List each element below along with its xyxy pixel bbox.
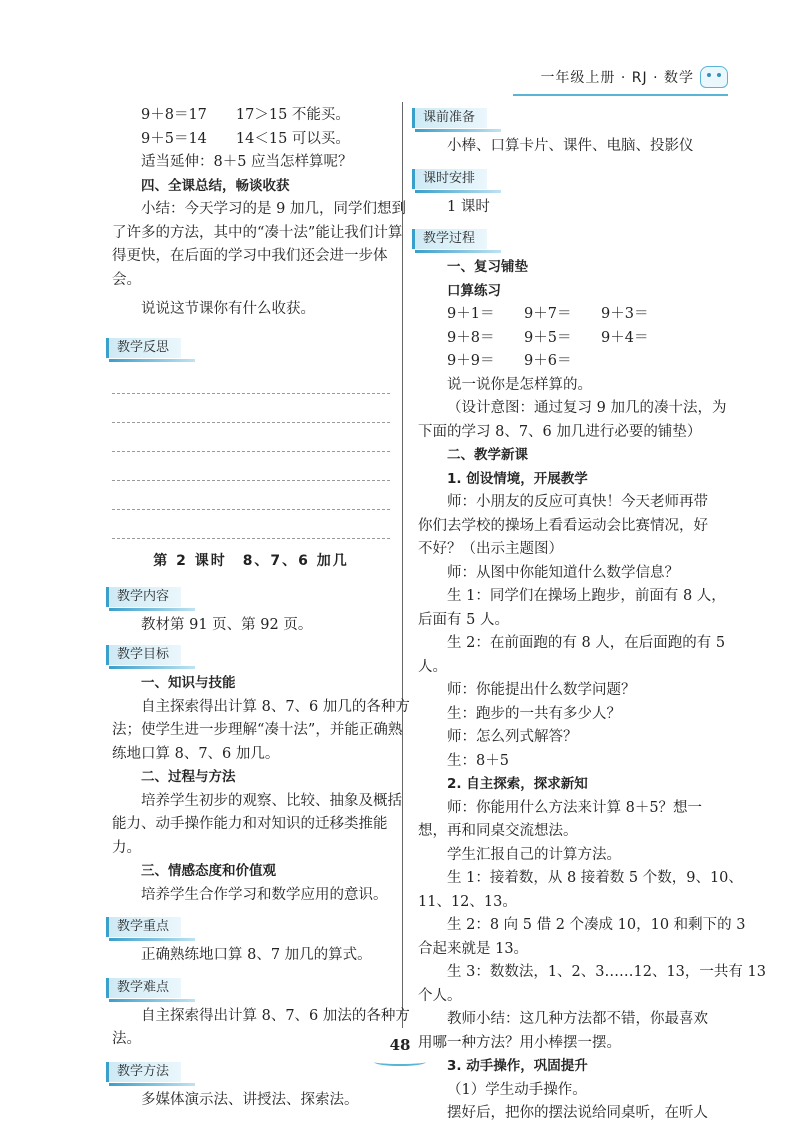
text-line: 培养学生合作学习和数学应用的意识。 xyxy=(141,886,388,903)
lesson-title: 第 2 课时 8、7、6 加几 xyxy=(153,552,349,569)
text-line: 师：怎么列式解答？ xyxy=(447,729,578,745)
oral-row: 9＋9＝ 9＋6＝ xyxy=(447,353,572,369)
section-heading: 四、全课总结，畅谈收获 xyxy=(141,177,290,194)
text-line: 后面有 5 人。 xyxy=(418,611,509,628)
page-header xyxy=(540,66,728,88)
section-tag-content: 教学内容 xyxy=(106,587,181,607)
section-heading: 一、复习铺垫 xyxy=(447,259,528,275)
text-line: 练地口算 8、7、6 加几。 xyxy=(112,745,280,762)
text-line: 生 2：在前面跑的有 8 人，在后面跑的有 5 xyxy=(447,635,726,651)
text-line: 自主探索得出计算 8、7、6 加几的各种方 xyxy=(141,698,410,715)
text-line: 自主探索得出计算 8、7、6 加法的各种方 xyxy=(141,1007,410,1024)
text-line: 说说这节课你有什么收获。 xyxy=(141,301,315,317)
header-text: 一年级上册 · RJ · 数学 xyxy=(540,70,694,86)
text-line: 个人。 xyxy=(418,987,462,1004)
right-column xyxy=(418,104,766,1126)
text-line: 人。 xyxy=(418,658,447,675)
text-line: 下面的学习 8、7、6 加几进行必要的铺垫） xyxy=(418,423,702,440)
mascot-icon xyxy=(700,66,728,88)
column-divider xyxy=(402,102,403,1028)
section-heading: 1. 创设情境，开展教学 xyxy=(447,470,588,487)
text-line: 9＋5＝14 14＜15 可以买。 xyxy=(141,130,350,147)
text-line: 生 2：8 向 5 借 2 个凑成 10，10 和剩下的 3 xyxy=(447,917,746,933)
section-tag-goals: 教学目标 xyxy=(106,645,181,665)
text-line: 学生汇报自己的计算方法。 xyxy=(447,846,621,863)
section-heading: 二、过程与方法 xyxy=(141,769,236,785)
oral-row: 9＋8＝ 9＋5＝ 9＋4＝ xyxy=(447,329,649,346)
text-line: 多媒体演示法、讲授法、探索法。 xyxy=(141,1091,359,1108)
section-heading: 2. 自主探索，探求新知 xyxy=(447,776,588,792)
text-line: 教师小结：这几种方法都不错，你最喜欢 xyxy=(447,1011,708,1027)
text-line: 小棒、口算卡片、课件、电脑、投影仪 xyxy=(447,138,694,154)
section-heading: 口算练习 xyxy=(447,282,501,299)
reflection-lines xyxy=(112,365,390,539)
section-tag-preparation: 课前准备 xyxy=(412,108,487,128)
section-tag-reflection: 教学反思 xyxy=(106,338,181,358)
text-line: 能力、动手操作能力和对知识的迁移类推能 xyxy=(112,816,388,832)
text-line: 摆好后，把你的摆法说给同桌听，在听人 xyxy=(447,1105,708,1121)
page-number-ornament xyxy=(374,1058,426,1066)
text-line: 法。 xyxy=(112,1031,141,1047)
section-tag-key-points: 教学重点 xyxy=(106,917,181,937)
text-line: 培养学生初步的观察、比较、抽象及概括 xyxy=(141,792,402,809)
section-heading: 一、知识与技能 xyxy=(141,675,236,691)
text-line: 小结：今天学习的是 9 加几，同学们想到 xyxy=(141,201,406,217)
text-line: 法；使学生进一步理解“凑十法”，并能正确熟 xyxy=(112,722,403,738)
text-line: 师：从图中你能知道什么数学信息？ xyxy=(447,564,679,581)
section-heading: 二、教学新课 xyxy=(447,447,528,463)
text-line: 生 1：接着数，从 8 接着数 5 个数，9、10、 xyxy=(447,870,743,886)
text-line: 1 课时 xyxy=(447,198,490,215)
text-line: 生 1：同学们在操场上跑步，前面有 8 人， xyxy=(447,588,726,604)
section-heading: 三、情感态度和价值观 xyxy=(141,863,276,879)
text-line: （设计意图：通过复习 9 加几的凑十法，为 xyxy=(447,400,727,416)
text-line: 得更快，在后面的学习中我们还会进一步体 xyxy=(112,248,388,264)
section-tag-schedule: 课时安排 xyxy=(412,169,487,189)
text-line: 你们去学校的操场上看看运动会比赛情况，好 xyxy=(418,517,708,534)
text-line: 9＋8＝17 17＞15 不能买。 xyxy=(141,107,350,123)
text-line: 了许多的方法，其中的“凑十法”能让我们计算 xyxy=(112,224,403,241)
text-line: 生：跑步的一共有多少人？ xyxy=(447,705,621,722)
text-line: 生：8＋5 xyxy=(447,752,509,769)
text-line: 会。 xyxy=(112,271,141,288)
text-line: 11、12、13。 xyxy=(418,893,517,910)
text-line: 师：你能提出什么数学问题？ xyxy=(447,682,636,698)
text-line: 力。 xyxy=(112,839,141,856)
page-number: 48 xyxy=(389,1036,411,1054)
section-tag-methods: 教学方法 xyxy=(106,1062,181,1082)
oral-row: 9＋1＝ 9＋7＝ 9＋3＝ xyxy=(447,306,649,322)
text-line: 想，再和同桌交流想法。 xyxy=(418,823,578,839)
section-tag-difficulties: 教学难点 xyxy=(106,978,181,998)
text-line: 适当延伸：8＋5 应当怎样算呢？ xyxy=(141,154,353,170)
section-tag-process: 教学过程 xyxy=(412,229,487,249)
text-line: 师：小朋友的反应可真快！今天老师再带 xyxy=(447,494,708,510)
text-line: 不好？（出示主题图） xyxy=(418,541,563,557)
text-line: 合起来就是 13。 xyxy=(418,940,529,957)
header-rule xyxy=(513,94,728,96)
text-line: 教材第 91 页、第 92 页。 xyxy=(141,616,313,633)
section-heading: 3. 动手操作，巩固提升 xyxy=(447,1058,588,1074)
text-line: 正确熟练地口算 8、7 加几的算式。 xyxy=(141,947,372,963)
text-line: 用哪一种方法？用小棒摆一摆。 xyxy=(418,1034,621,1051)
text-line: 师：你能用什么方法来计算 8＋5？想一 xyxy=(447,799,703,816)
text-line: （1）学生动手操作。 xyxy=(447,1081,587,1098)
text-line: 生 3：数数法，1、2、3……12、13，一共有 13 xyxy=(447,964,766,980)
text-line: 说一说你是怎样算的。 xyxy=(447,376,592,393)
